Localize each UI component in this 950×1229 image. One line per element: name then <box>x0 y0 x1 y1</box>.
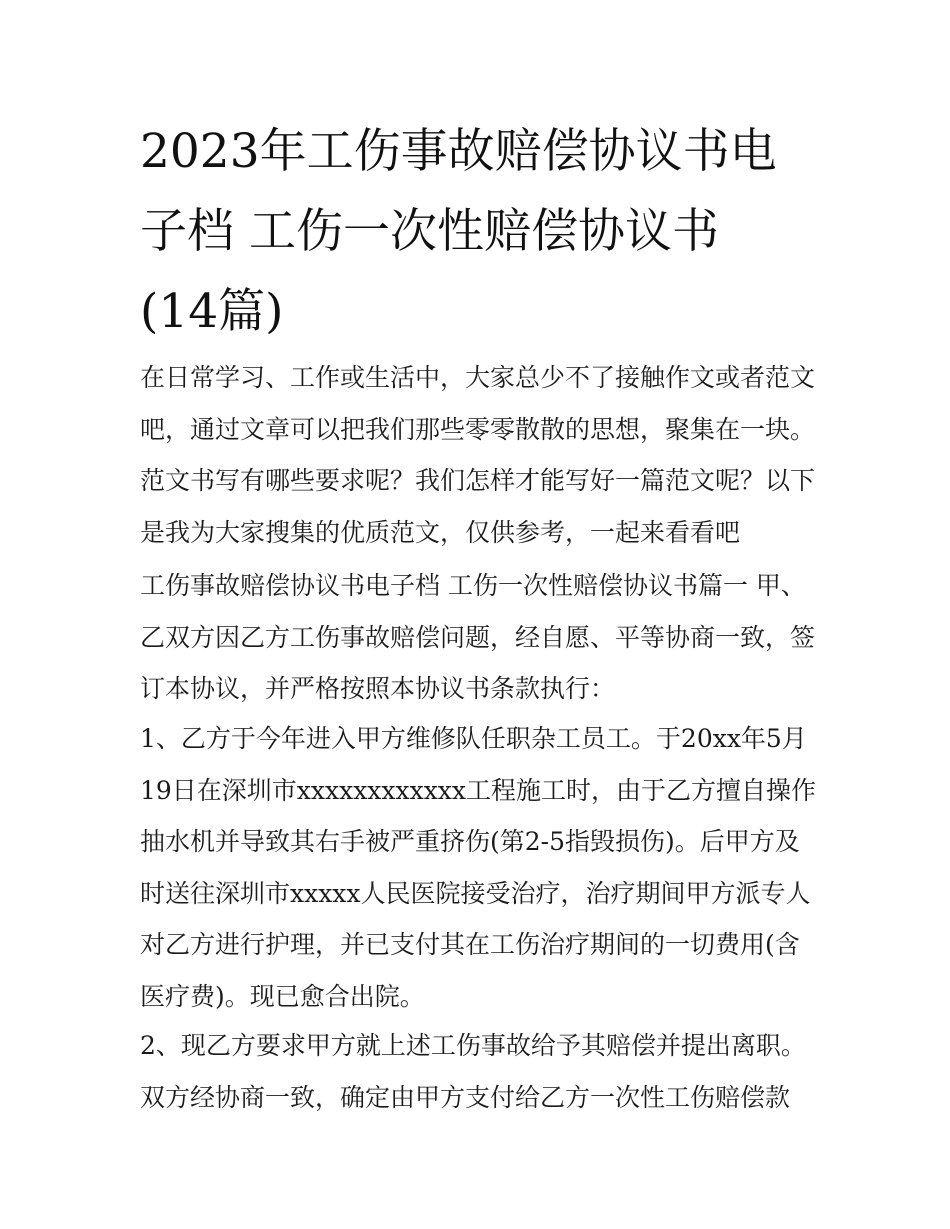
intro-paragraph <box>140 352 820 558</box>
text-line: 范文书写有哪些要求呢？我们怎样才能写好一篇范文呢？以下 <box>140 466 816 496</box>
text-line: 医疗费)。现已愈合出院。 <box>140 981 425 1011</box>
text-line: 乙双方因乙方工伤事故赔偿问题，经自愿、平等协商一致，签 <box>140 622 816 652</box>
text-line: 吧，通过文章可以把我们那些零零散散的思想，聚集在一块。 <box>140 414 816 444</box>
title-line: 2023年工伤事故赔偿协议书电 <box>140 124 777 179</box>
text-line: 在日常学习、工作或生活中，大家总少不了接触作文或者范文 <box>140 363 816 392</box>
clause-1 <box>140 713 820 1023</box>
title-line: (14篇) <box>140 284 284 339</box>
text-line: 19日在深圳市xxxxxxxxxxxx工程施工时，由于乙方擅自操作 <box>140 775 817 805</box>
clause-2 <box>140 1020 820 1123</box>
document-title <box>140 112 820 352</box>
text-line: 订本协议，并严格按照本协议书条款执行： <box>140 674 616 704</box>
text-line: 时送往深圳市xxxxx人民医院接受治疗，治疗期间甲方派专人 <box>140 878 811 908</box>
title-line: 子档 工伤一次性赔偿协议书 <box>140 204 719 259</box>
text-line: 是我为大家搜集的优质范文，仅供参考，一起来看看吧 <box>140 517 741 547</box>
agreement-preamble <box>140 560 820 715</box>
text-line: 抽水机并导致其右手被严重挤伤(第2-5指毁损伤)。后甲方及 <box>140 827 800 857</box>
text-line: 双方经协商一致，确定由甲方支付给乙方一次性工伤赔偿款 <box>140 1082 791 1112</box>
text-line: 工伤事故赔偿协议书电子档 工伤一次性赔偿协议书篇一 甲、 <box>140 571 806 600</box>
text-line: 1、乙方于今年进入甲方维修队任职杂工员工。于20xx年5月 <box>140 724 807 753</box>
text-line: 对乙方进行护理，并已支付其在工伤治疗期间的一切费用(含 <box>140 930 800 960</box>
text-line: 2、现乙方要求甲方就上述工伤事故给予其赔偿并提出离职。 <box>140 1031 806 1060</box>
